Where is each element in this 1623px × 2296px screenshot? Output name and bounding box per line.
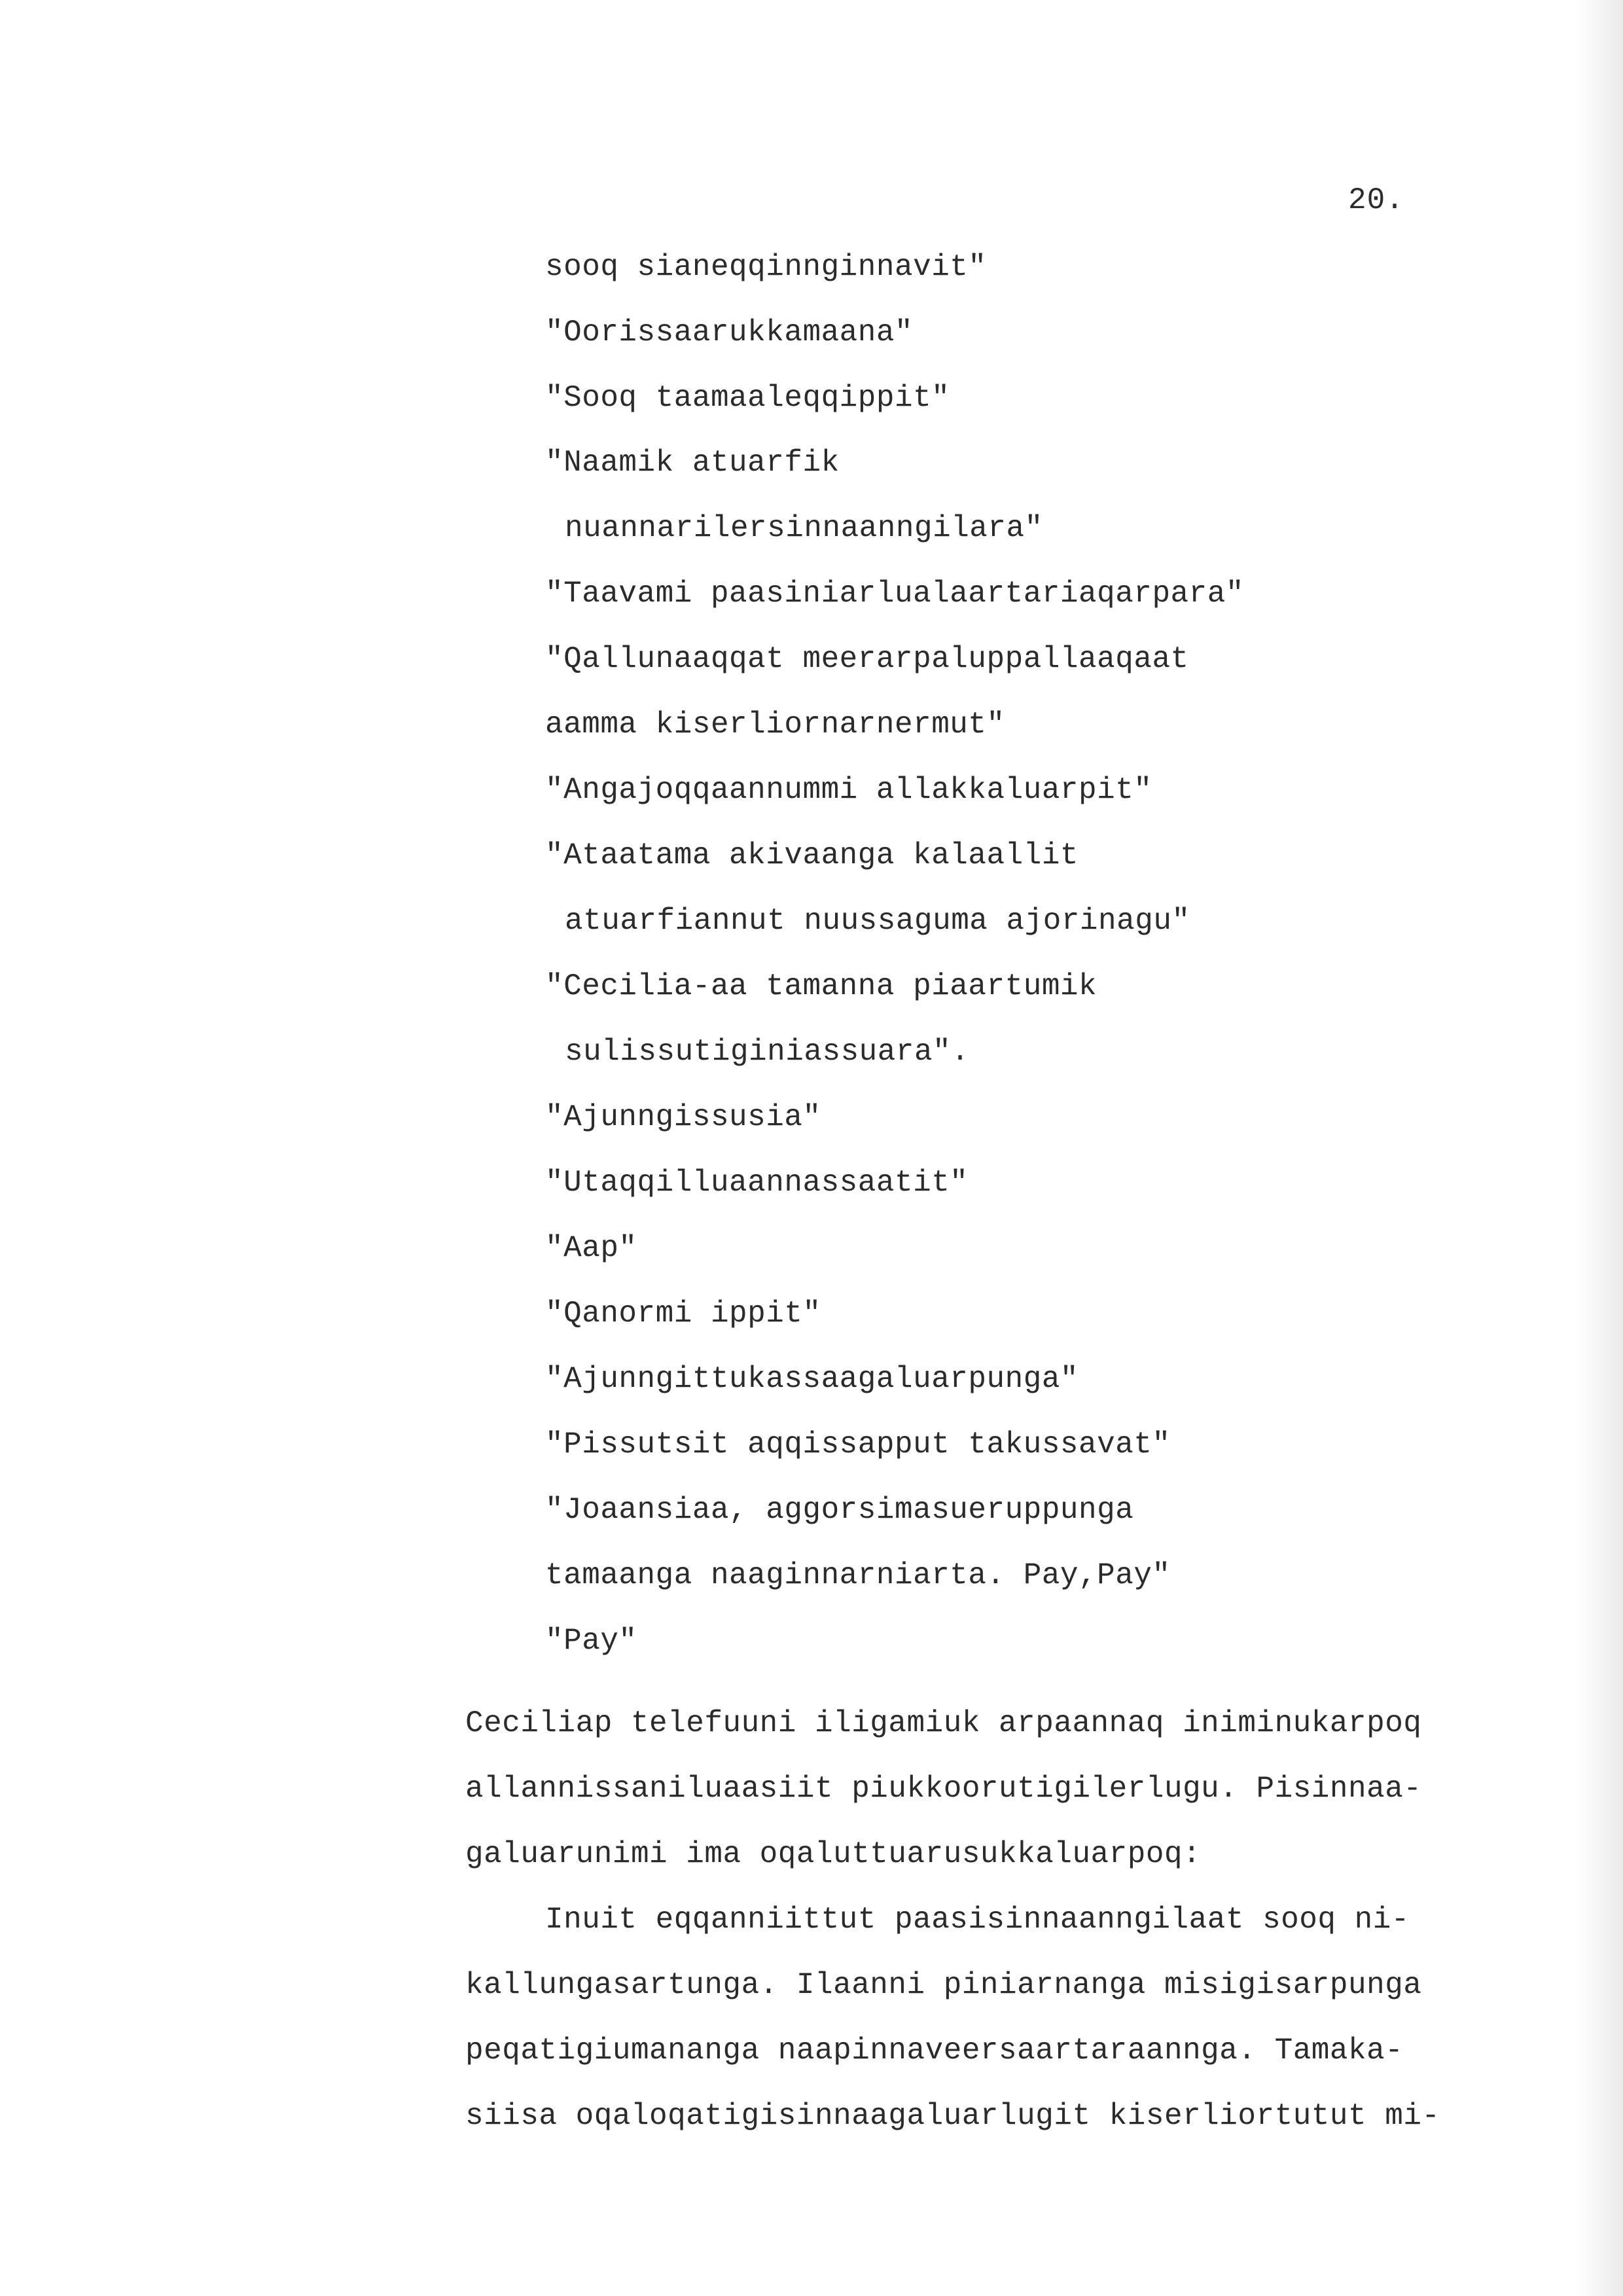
dialogue-line: "Pissutsit aqqissapput takussavat" [545, 1427, 1171, 1462]
paragraph-line: Inuit eqqanniittut paasisinnaanngilaat sooq ni- [545, 1903, 1410, 1937]
dialogue-line: "Cecilia-aa tamanna piaartumik [545, 969, 1097, 1003]
paragraph-line: Ceciliap telefuuni iligamiuk arpaannaq iniminukarpoq [465, 1706, 1422, 1740]
paragraph-line: kallungasartunga. Ilaanni piniarnanga misigisarpunga [465, 1968, 1422, 2002]
dialogue-line: "Ajunngissusia" [545, 1100, 821, 1134]
dialogue-line: "Aap" [545, 1231, 637, 1265]
paragraph-line: allannissaniluaasiit piukkoorutigilerlugu. Pisinnaa- [465, 1772, 1422, 1806]
dialogue-line: "Utaqqilluaannassaatit" [545, 1166, 969, 1200]
dialogue-line: "Naamik atuarfik [545, 446, 840, 480]
dialogue-line: aamma kiserliornarnermut" [545, 708, 1005, 742]
dialogue-line: atuarfiannut nuussaguma ajorinagu" [565, 904, 1190, 938]
dialogue-line: "Ataatama akivaanga kalaallit [545, 838, 1079, 872]
dialogue-line: nuannarilersinnaanngilara" [565, 511, 1043, 545]
dialogue-line: "Angajoqqaannummi allakkaluarpit" [545, 773, 1152, 807]
dialogue-line: "Taavami paasiniarlualaartariaqarpara" [545, 577, 1244, 611]
dialogue-line: "Sooq taamaaleqqippit" [545, 381, 950, 415]
dialogue-line: tamaanga naaginnarniarta. Pay,Pay" [545, 1558, 1171, 1592]
dialogue-line: "Ajunngittukassaagaluarpunga" [545, 1362, 1079, 1396]
dialogue-line: "Pay" [545, 1624, 637, 1658]
dialogue-line: "Qanormi ippit" [545, 1297, 821, 1331]
paragraph-line: galuarunimi ima oqaluttuarusukkaluarpoq: [465, 1837, 1202, 1871]
page-edge-shadow [1577, 0, 1623, 2296]
dialogue-line: "Qallunaaqqat meerarpaluppallaaqaat [545, 642, 1189, 676]
dialogue-line: "Oorissaarukkamaana" [545, 315, 914, 350]
paragraph-line: siisa oqaloqatigisinnaagaluarlugit kiserliortutut mi- [465, 2099, 1440, 2133]
dialogue-line: "Joaansiaa, aggorsimasueruppunga [545, 1493, 1134, 1527]
paragraph-line: peqatigiumananga naapinnaveersaartaraannga. Tamaka- [465, 2034, 1404, 2068]
dialogue-line: sulissutiginiassuara". [565, 1035, 970, 1069]
dialogue-line: sooq sianeqqinnginnavit" [545, 250, 987, 284]
page-number: 20. [1348, 183, 1404, 217]
